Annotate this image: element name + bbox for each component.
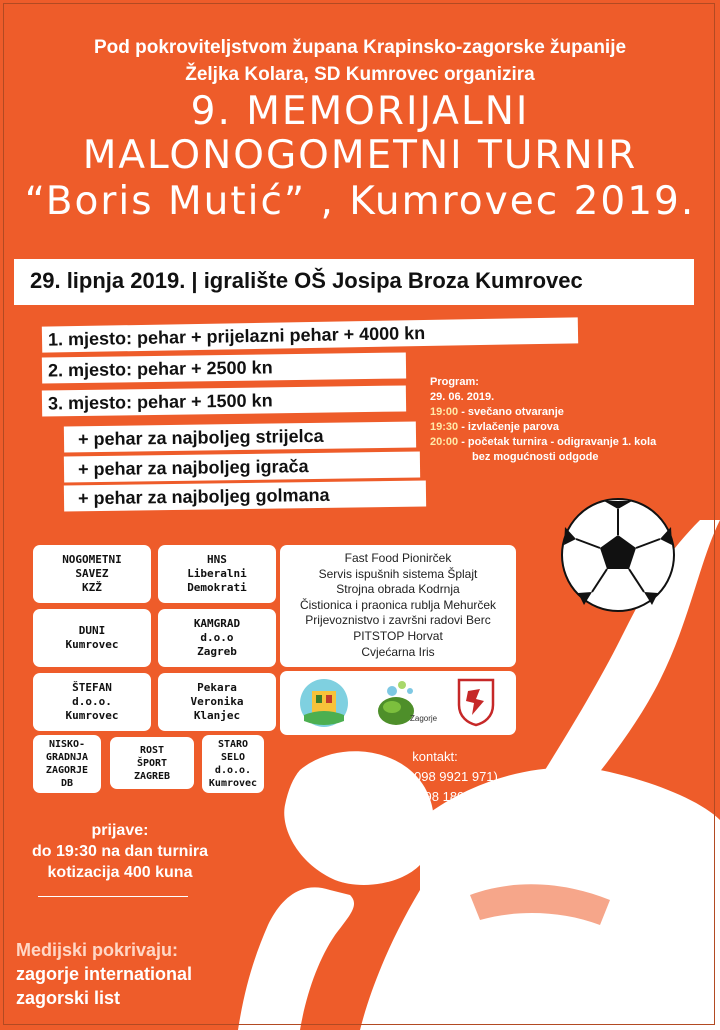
sponsor-box: ŠTEFAN d.o.o. Kumrovec — [33, 673, 151, 731]
municipality-logo-icon — [298, 677, 350, 729]
program — [430, 375, 710, 465]
sponsor-item: Strojna obrada Kodrnja — [336, 582, 460, 597]
registration-line: kotizacija 400 kuna — [47, 864, 193, 881]
sponsor-item: Prijevoznistvo i završni radovi Berc — [305, 613, 491, 628]
prize-third: 3. mjesto: pehar + 1500 kn — [42, 385, 406, 416]
registration — [20, 820, 220, 883]
sponsor-box: Pekara Veronika Klanjec — [158, 673, 276, 731]
contact-title: kontakt: — [412, 749, 458, 764]
prize-second: 2. mjesto: pehar + 2500 kn — [42, 352, 406, 383]
prize-top-scorer: + pehar za najboljeg strijelca — [64, 422, 416, 453]
program-date: 29. 06. 2019. — [430, 391, 495, 403]
sponsor-box: DUNI Kumrovec — [33, 609, 151, 667]
title-line-3: “Boris Mutić” , Kumrovec 2019. — [24, 179, 696, 224]
intro-line-1: Pod pokroviteljstvom župana Krapinsko-zagorske županije — [93, 37, 627, 58]
registration-line: do 19:30 na dan turnira — [31, 843, 209, 860]
sponsor-box: KAMGRAD d.o.o Zagreb — [158, 609, 276, 667]
prize-first: 1. mjesto: pehar + prijelazni pehar + 4000 kn — [42, 317, 578, 352]
football-icon — [560, 497, 676, 613]
program-time: 20:00 — [430, 436, 459, 448]
sponsor-box: NOGOMETNI SAVEZ KZŽ — [33, 545, 151, 603]
program-item — [430, 435, 710, 450]
logo-panel — [280, 671, 516, 735]
intro-line-2: Željka Kolara, SD Kumrovec organizira — [185, 64, 535, 85]
media-title: Medijski pokrivaju: — [16, 940, 179, 960]
program-item — [430, 405, 710, 420]
program-time: 19:30 — [430, 421, 459, 433]
sponsor-box: ROST ŠPORT ZAGREB — [110, 737, 194, 789]
sponsor-item: PITSTOP Horvat — [353, 628, 443, 643]
zagorje-label: Zagorje — [410, 714, 438, 723]
date-venue: 29. lipnja 2019. | igralište OŠ Josipa Broza Kumrovec — [30, 268, 583, 293]
sponsor-item: Servis ispušnih sistema Šplajt — [318, 566, 478, 581]
program-item — [430, 420, 710, 435]
sponsor-list — [280, 545, 516, 667]
program-text: - izvlačenje parova — [458, 421, 560, 433]
contact-line: Karlo ( 098 9921 971) — [372, 769, 498, 784]
prize-best-player: + pehar za najboljeg igrača — [64, 452, 420, 483]
zagorje-logo-icon — [372, 675, 442, 731]
program-title: Program: — [430, 376, 479, 388]
title-line-1: 9. MEMORIJALNI — [190, 89, 530, 134]
media-line: zagorje international — [16, 964, 193, 984]
contact-line: Bojana ( 098 180 0687 ) — [365, 789, 505, 804]
contact — [340, 747, 530, 807]
sponsor-item: Fast Food Pionirček — [344, 551, 452, 565]
prize-best-goalkeeper: + pehar za najboljeg golmana — [64, 480, 426, 511]
title-line-2: MALONOGOMETNI TURNIR — [82, 133, 638, 178]
sponsor-box: STARO SELO d.o.o. Kumrovec — [202, 735, 264, 793]
media-line: zagorski list — [16, 988, 121, 1008]
program-time: 19:00 — [430, 406, 459, 418]
sponsor-item: Cvjećarna Iris — [361, 644, 435, 659]
media-coverage — [16, 938, 192, 1010]
program-note: bez mogućnosti odgode — [472, 451, 599, 463]
sponsor-box: HNS Liberalni Demokrati — [158, 545, 276, 603]
program-text: - svečano otvaranje — [458, 406, 564, 418]
sponsor-item: Čistionica i praonica rublja Mehurček — [299, 597, 497, 612]
registration-title: prijave: — [91, 822, 149, 839]
program-text: - početak turnira - odigravanje 1. kola — [458, 436, 657, 448]
divider — [38, 896, 188, 897]
coat-of-arms-icon — [456, 677, 496, 727]
sponsor-box: NISKO- GRADNJA ZAGORJE DB — [33, 735, 101, 793]
